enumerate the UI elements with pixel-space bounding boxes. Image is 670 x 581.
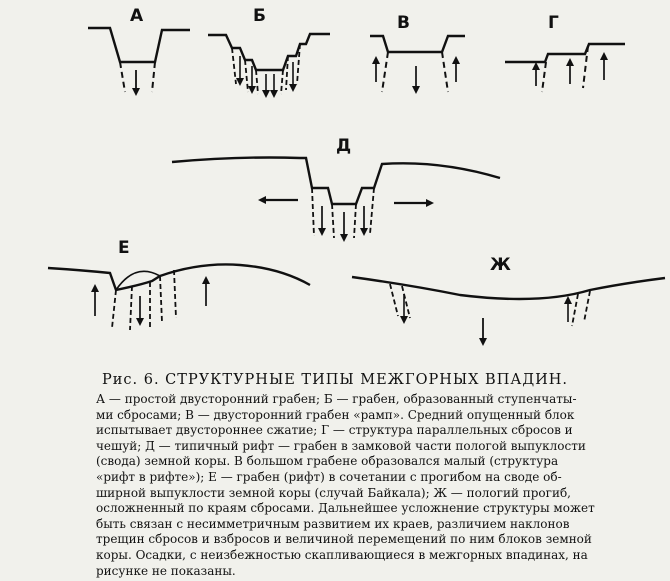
panel-zh-label: Ж <box>490 255 511 275</box>
caption-line: испытывает двустороннее сжатие; Г — структура параллельных сбросов и <box>96 423 573 438</box>
caption-line: ширной выпуклости земной коры (случай Байкала); Ж — пологий прогиб, <box>96 485 571 500</box>
panel-d-label: Д <box>336 136 352 156</box>
panel-v-label: В <box>397 13 410 33</box>
panel-v <box>370 13 465 92</box>
caption-line: ми сбросами; В — двусторонний грабен «рамп». Средний опущенный блок <box>96 407 575 422</box>
caption-line: А — простой двусторонний грабен; Б — грабен, образованный ступенчаты- <box>96 392 577 406</box>
caption-line: «рифт в рифте»); Е — грабен (рифт) в сочетании с прогибом на своде об- <box>96 469 562 484</box>
caption-line: осложненный по краям сбросами. Дальнейшее усложнение структуры может <box>96 501 595 516</box>
caption-line: (свода) земной коры. В большом грабене образовался малый (структура <box>96 454 559 469</box>
caption-title-text: СТРУКТУРНЫЕ ТИПЫ МЕЖГОРНЫХ ВПАДИН. <box>165 372 569 388</box>
panel-d <box>172 136 500 238</box>
panel-zh <box>352 255 665 342</box>
caption-line: быть связан с несимметричным развитием их краев, различием наклонов <box>96 516 570 531</box>
panel-g-label: Г <box>548 13 559 33</box>
panel-b <box>208 6 330 94</box>
caption-line: чешуй; Д — типичный рифт — грабен в замковой части пологой выпуклости <box>96 438 586 453</box>
panel-e-label: Е <box>118 238 130 258</box>
caption-title-prefix: Рис. 6. <box>101 372 160 388</box>
figure-caption-body <box>96 392 661 579</box>
panel-a-label: А <box>130 6 144 26</box>
panel-a <box>88 6 190 92</box>
figure-caption-title <box>0 372 670 388</box>
caption-line: рисунке не показаны. <box>96 563 236 578</box>
caption-line: трещин сбросов и взбросов и величиной перемещений по ним блоков земной <box>96 532 592 547</box>
panel-g <box>505 13 625 92</box>
panel-b-label: Б <box>253 6 266 26</box>
panel-e <box>48 238 310 330</box>
caption-line: коры. Осадки, с неизбежностью скапливающиеся в межгорных впадинах, на <box>96 547 588 562</box>
